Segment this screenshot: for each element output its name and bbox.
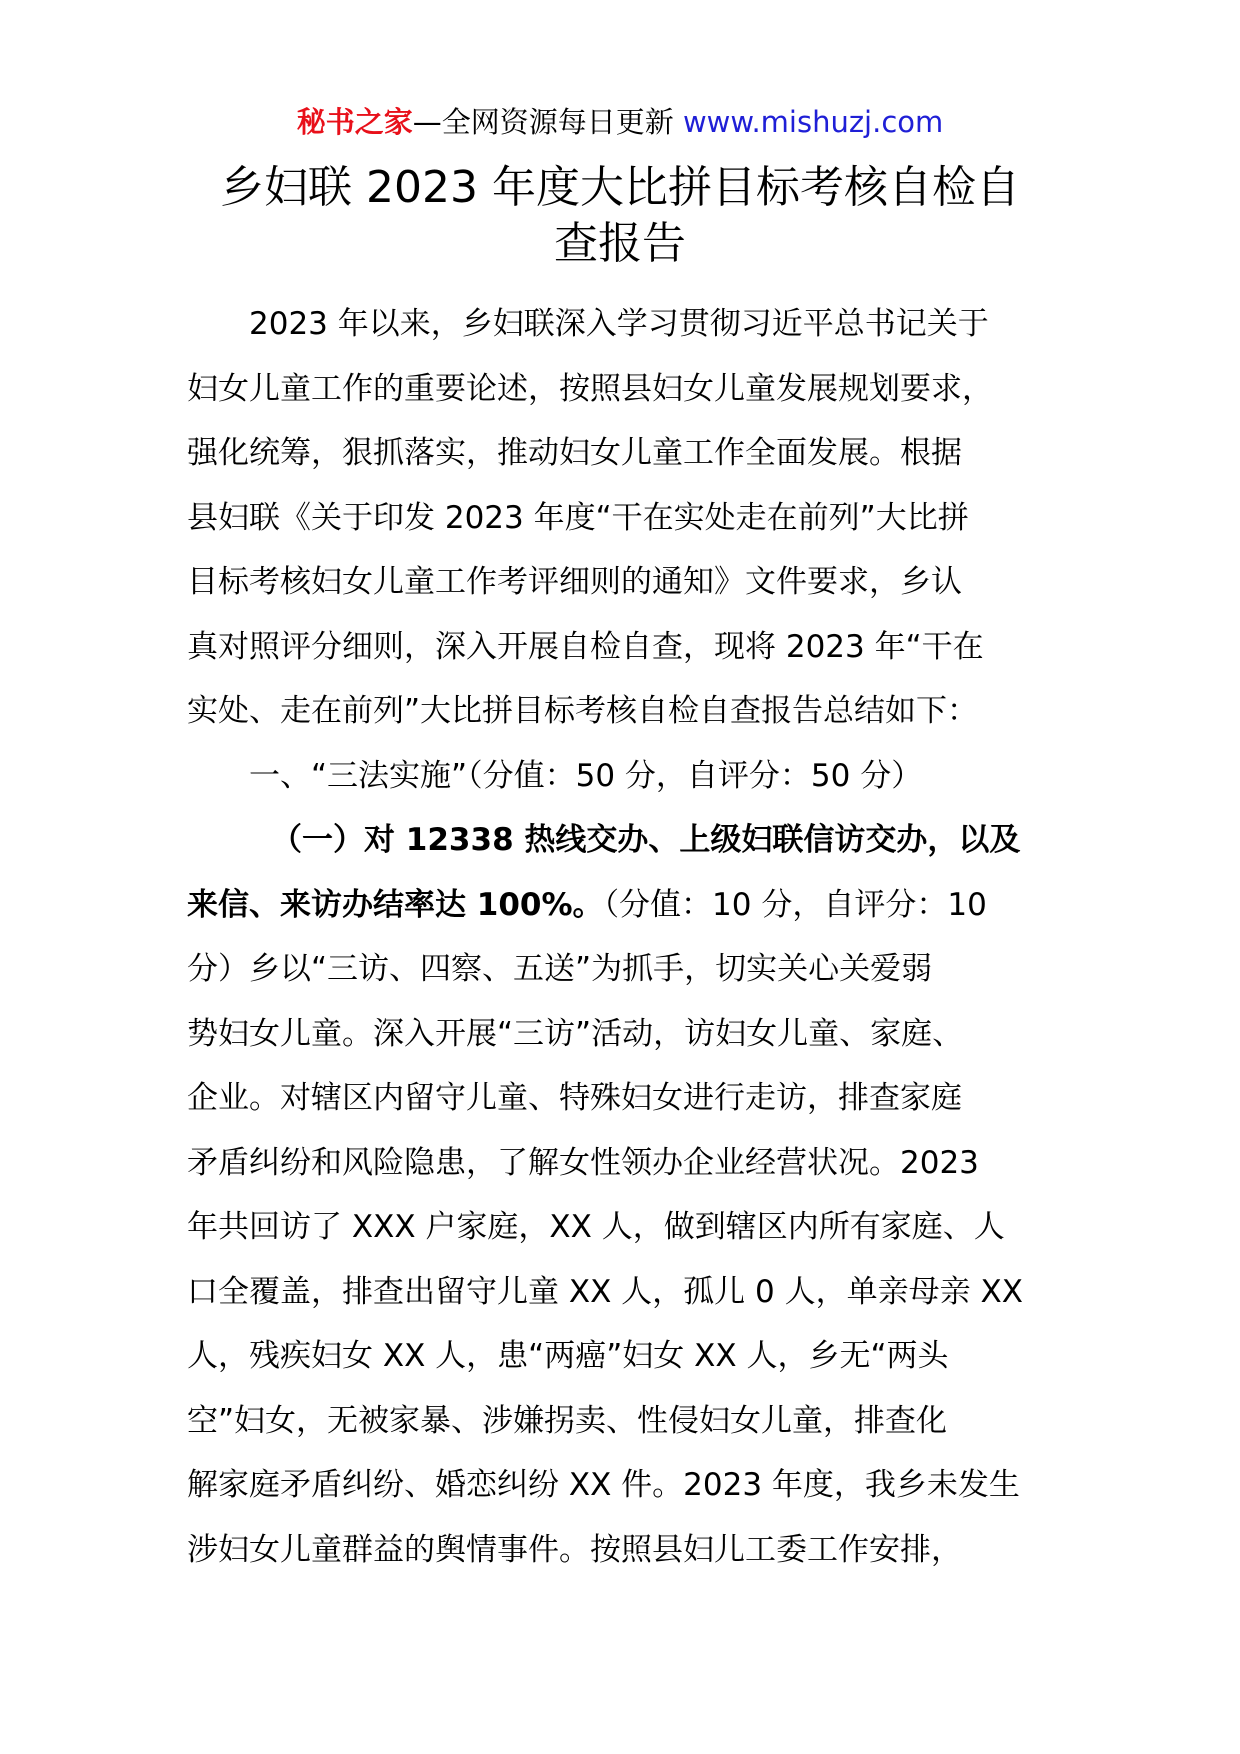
body-line: 分）乡以“三访、四察、五送”为抓手，切实关心关爱弱 <box>187 951 933 987</box>
banner-tagline: —全网资源每日更新 <box>412 105 683 139</box>
item-score: （分值：10 分，自评分：10 <box>603 886 987 923</box>
intro-line: 妇女儿童工作的重要论述，按照县妇女儿童发展规划要求， <box>187 370 993 407</box>
document-body <box>187 292 1057 1582</box>
item-heading-bold: 来信、来访办结率达 100%。 <box>187 886 604 923</box>
section-heading: 一、“三法实施”（分值：50 分，自评分：50 分） <box>249 757 923 794</box>
body-line: 口全覆盖，排查出留守儿童 XX 人，孤儿 0 人，单亲母亲 XX <box>187 1273 1023 1310</box>
item-heading-line-2 <box>187 873 1057 938</box>
body-line: 势妇女儿童。深入开展“三访”活动，访妇女儿童、家庭、 <box>187 1015 964 1052</box>
body-line: 矛盾纠纷和风险隐患，了解女性领办企业经营状况。2023 <box>187 1144 979 1181</box>
document-title <box>150 160 1090 272</box>
intro-line: 县妇联《关于印发 2023 年度“干在实处走在前列”大比拼 <box>187 499 969 536</box>
banner-url[interactable]: www.mishuzj.com <box>682 105 944 139</box>
body-line: 空”妇女，无被家暴、涉嫌拐卖、性侵妇女儿童，排查化 <box>187 1402 948 1439</box>
site-banner <box>0 102 1240 142</box>
body-line: 企业。对辖区内留守儿童、特殊妇女进行走访，排查家庭 <box>187 1080 962 1116</box>
title-line-2: 查报告 <box>554 218 686 269</box>
banner-brand: 秘书之家 <box>296 105 413 139</box>
intro-line: 目标考核妇女儿童工作考评细则的通知》文件要求，乡认 <box>187 564 962 600</box>
intro-line: 2023 年以来，乡妇联深入学习贯彻习近平总书记关于 <box>249 306 989 342</box>
intro-line: 真对照评分细则，深入开展自检自查，现将 2023 年“干在 <box>187 628 984 665</box>
intro-line: 强化统筹，狠抓落实，推动妇女儿童工作全面发展。根据 <box>187 435 962 471</box>
item-heading-line-1: （一）对 12338 热线交办、上级妇联信访交办，以及 <box>271 822 1021 858</box>
body-line: 人，残疾妇女 XX 人，患“两癌”妇女 XX 人，乡无“两头 <box>187 1338 949 1374</box>
body-line: 解家庭矛盾纠纷、婚恋纠纷 XX 件。2023 年度，我乡未发生 <box>187 1467 1020 1503</box>
body-line: 年共回访了 XXX 户家庭，XX 人，做到辖区内所有家庭、人 <box>187 1209 1005 1245</box>
intro-line: 实处、走在前列”大比拼目标考核自检自查报告总结如下： <box>187 693 979 729</box>
body-line: 涉妇女儿童群益的舆情事件。按照县妇儿工委工作安排， <box>187 1531 962 1568</box>
title-line-1: 乡妇联 2023 年度大比拼目标考核自检自 <box>220 162 1020 213</box>
